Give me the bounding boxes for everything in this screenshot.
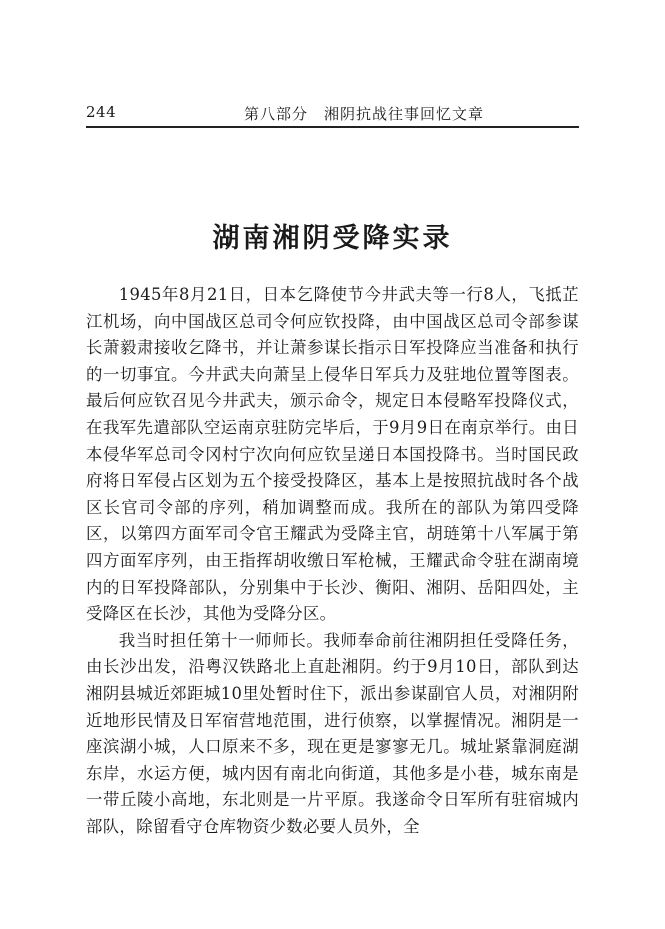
paragraph-1: 1945年8月21日，日本乞降使节今井武夫等一行8人，飞抵芷江机场，向中国战区总司令何应钦投降，由中国战区总司令部参谋长萧毅肃接收乞降书，并让萧参谋长指示日军投降应当准备和执行的一切事宜。今井武夫向萧呈上侵华日军兵力及驻地位置等图表。最后何应钦召见今井武夫，颁示命令，规定日本侵略军投降仪式，在我军先遣部队空运南京驻防完毕后，于9月9日在南京举行。由日本侵华军总司令冈村宁次向何应钦呈递日本国投降书。当时国民政府将日军侵占区划为五个接受投降区，基本上是按照抗战时各个战区长官司令部的序列，稍加调整而成。我所在的部队为第四受降区，以第四方面军司令官王耀武为受降主官，胡琏第十八军属于第四方面军序列，由王指挥胡收缴日军枪械，王耀武命令驻在湖南境内的日军投降部队，分别集中于长沙、衡阳、湘阴、岳阳四处，主受降区在长沙，其他为受降分区。 [86,285,579,624]
page-number: 244 [86,103,117,121]
running-header [86,100,579,128]
article-body [86,282,579,840]
running-head-title: 第八部分 湘阴抗战往事回忆文章 [244,105,485,123]
paragraph-2: 我当时担任第十一师师长。我师奉命前往湘阴担任受降任务，由长沙出发，沿粤汉铁路北上直赴湘阴。约于9月10日，部队到达湘阴县城近郊距城10里处暂时住下，派出参谋副官人员，对湘阴附近地形民情及日军宿营地范围，进行侦察，以掌握情况。湘阴是一座滨湖小城，人口原来不多，现在更是寥寥无几。城址紧靠洞庭湖东岸，水运方便，城内因有南北向街道，其他多是小巷，城东南是一带丘陵小高地，东北则是一片平原。我遂命令日军所有驻宿城内部队，除留看守仓库物资少数必要人员外，全 [86,630,579,836]
article-title: 湖南湘阴受降实录 [212,223,453,255]
